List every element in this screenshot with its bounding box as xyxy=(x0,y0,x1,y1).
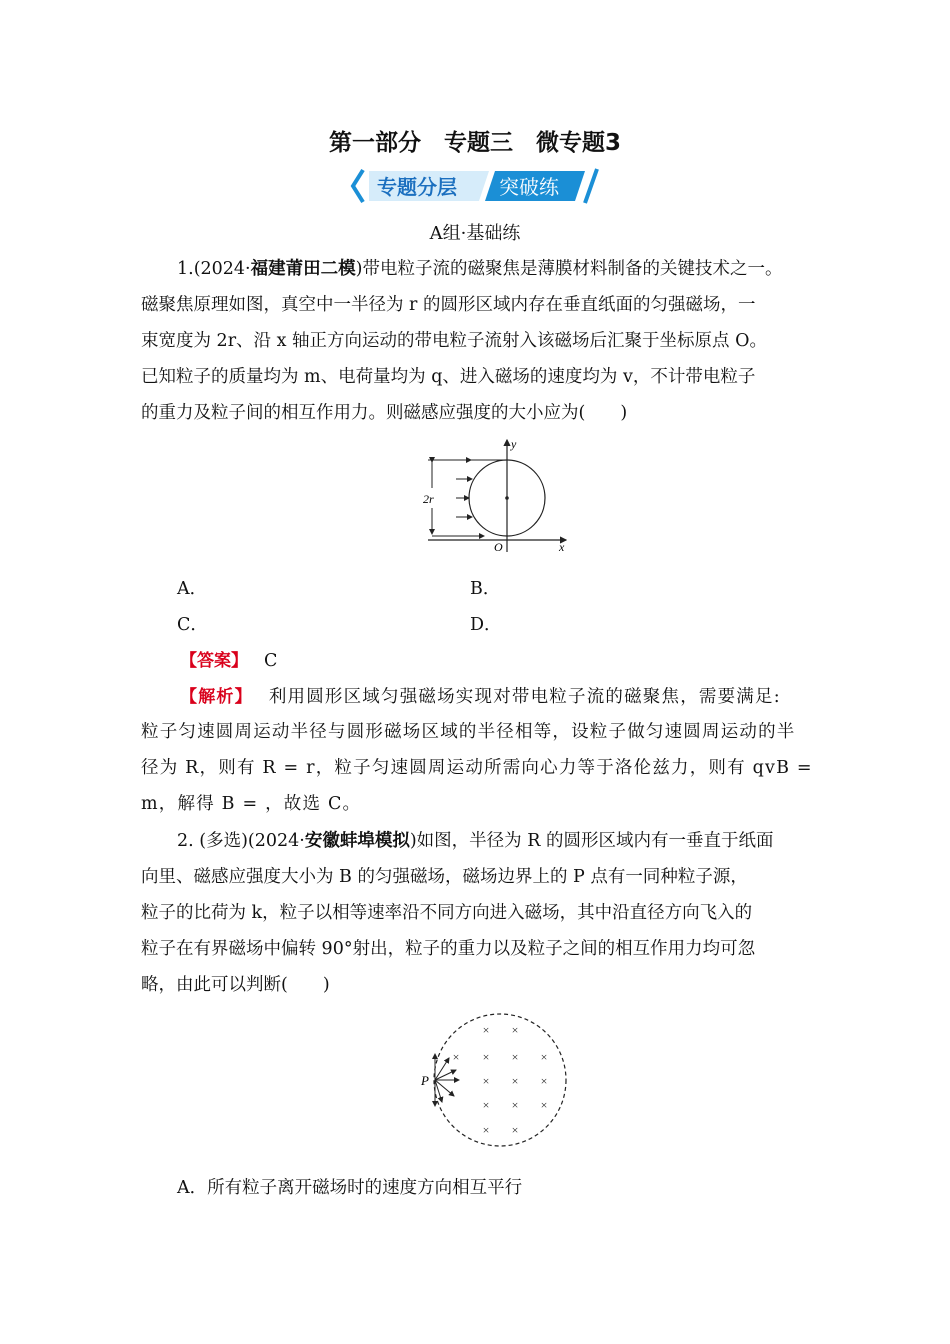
q1-answer xyxy=(180,646,277,671)
q1-option-c: C． xyxy=(177,615,208,635)
q1-analysis-line1: 【解析】 利用圆形区域匀强磁场实现对带电粒子流的磁聚焦，需要满足: xyxy=(180,687,781,707)
q1-option-a: A． xyxy=(177,579,208,599)
q2-figure xyxy=(418,1010,573,1150)
svg-text:×: × xyxy=(482,1023,490,1037)
q2-line2: 向里、磁感应强度大小为 B 的匀强磁场，磁场边界上的 P 点有一同种粒子源， xyxy=(141,867,748,887)
q1-figure xyxy=(416,436,576,554)
section-banner xyxy=(349,165,601,207)
banner-right-slash xyxy=(585,169,597,203)
q1-line4: 已知粒子的质量均为 m、电荷量均为 q、进入磁场的速度均为 v，不计带电粒子 xyxy=(141,367,756,387)
q2-line1: 2. (多选)(2024·安徽蚌埠模拟)如图，半径为 R 的圆形区域内有一垂直于纸面 xyxy=(177,831,774,851)
svg-text:×: × xyxy=(511,1123,519,1137)
circle-center xyxy=(505,496,509,500)
q2-line5: 略，由此可以判断( ) xyxy=(141,975,330,995)
group-title: A组·基础练 xyxy=(429,223,521,244)
analysis-tag: 【解析】 xyxy=(180,687,253,707)
svg-text:×: × xyxy=(452,1050,460,1064)
q1-line5: 的重力及粒子间的相互作用力。则磁感应强度的大小应为( ) xyxy=(141,403,628,423)
q2-option-a: A．所有粒子离开磁场时的速度方向相互平行 xyxy=(177,1178,523,1198)
label-p: P xyxy=(421,1073,429,1088)
svg-text:×: × xyxy=(540,1074,548,1088)
banner-left-bracket xyxy=(353,170,363,202)
field-crosses xyxy=(453,1023,548,1137)
svg-text:×: × xyxy=(511,1050,519,1064)
svg-text:×: × xyxy=(511,1098,519,1112)
label-x: x xyxy=(559,540,565,554)
svg-text:×: × xyxy=(511,1023,519,1037)
q1-analysis-line4: m，解得 B = ，故选 C。 xyxy=(141,794,362,814)
label-2r: 2r xyxy=(423,492,434,506)
svg-text:×: × xyxy=(511,1074,519,1088)
q1-option-d: D． xyxy=(470,615,502,635)
q1-line1: 1.(2024·福建莆田二模)带电粒子流的磁聚焦是薄膜材料制备的关键技术之一。 xyxy=(177,259,783,279)
svg-text:×: × xyxy=(482,1098,490,1112)
answer-tag: 【答案】 xyxy=(180,651,248,671)
q1-analysis-line2: 粒子匀速圆周运动半径与圆形磁场区域的半径相等，设粒子做匀速圆周运动的半 xyxy=(141,722,796,742)
svg-text:×: × xyxy=(482,1050,490,1064)
q1-analysis-line3: 径为 R，则有 R = r，粒子匀速圆周运动所需向心力等于洛伦兹力，则有 qvB = xyxy=(141,758,813,778)
banner-left-text: 专题分层 xyxy=(377,175,457,199)
q1-line3: 束宽度为 2r、沿 x 轴正方向运动的带电粒子流射入该磁场后汇聚于坐标原点 O。 xyxy=(141,331,767,351)
svg-text:×: × xyxy=(482,1123,490,1137)
q1-option-b: B． xyxy=(470,579,501,599)
q2-line3: 粒子的比荷为 k，粒子以相等速率沿不同方向进入磁场，其中沿直径方向飞入的 xyxy=(141,903,753,923)
svg-text:×: × xyxy=(540,1098,548,1112)
label-y: y xyxy=(511,437,517,451)
svg-text:×: × xyxy=(540,1050,548,1064)
banner-right-text: 突破练 xyxy=(499,175,559,199)
q2-line4: 粒子在有界磁场中偏转 90°射出，粒子的重力以及粒子之间的相互作用力均可忽 xyxy=(141,939,756,959)
label-o: O xyxy=(494,540,503,554)
page-title: 第一部分 专题三 微专题3 xyxy=(328,130,621,156)
answer-value: C xyxy=(264,651,278,671)
svg-text:×: × xyxy=(482,1074,490,1088)
q1-line2: 磁聚焦原理如图，真空中一半径为 r 的圆形区域内存在垂直纸面的匀强磁场，一 xyxy=(141,295,756,315)
